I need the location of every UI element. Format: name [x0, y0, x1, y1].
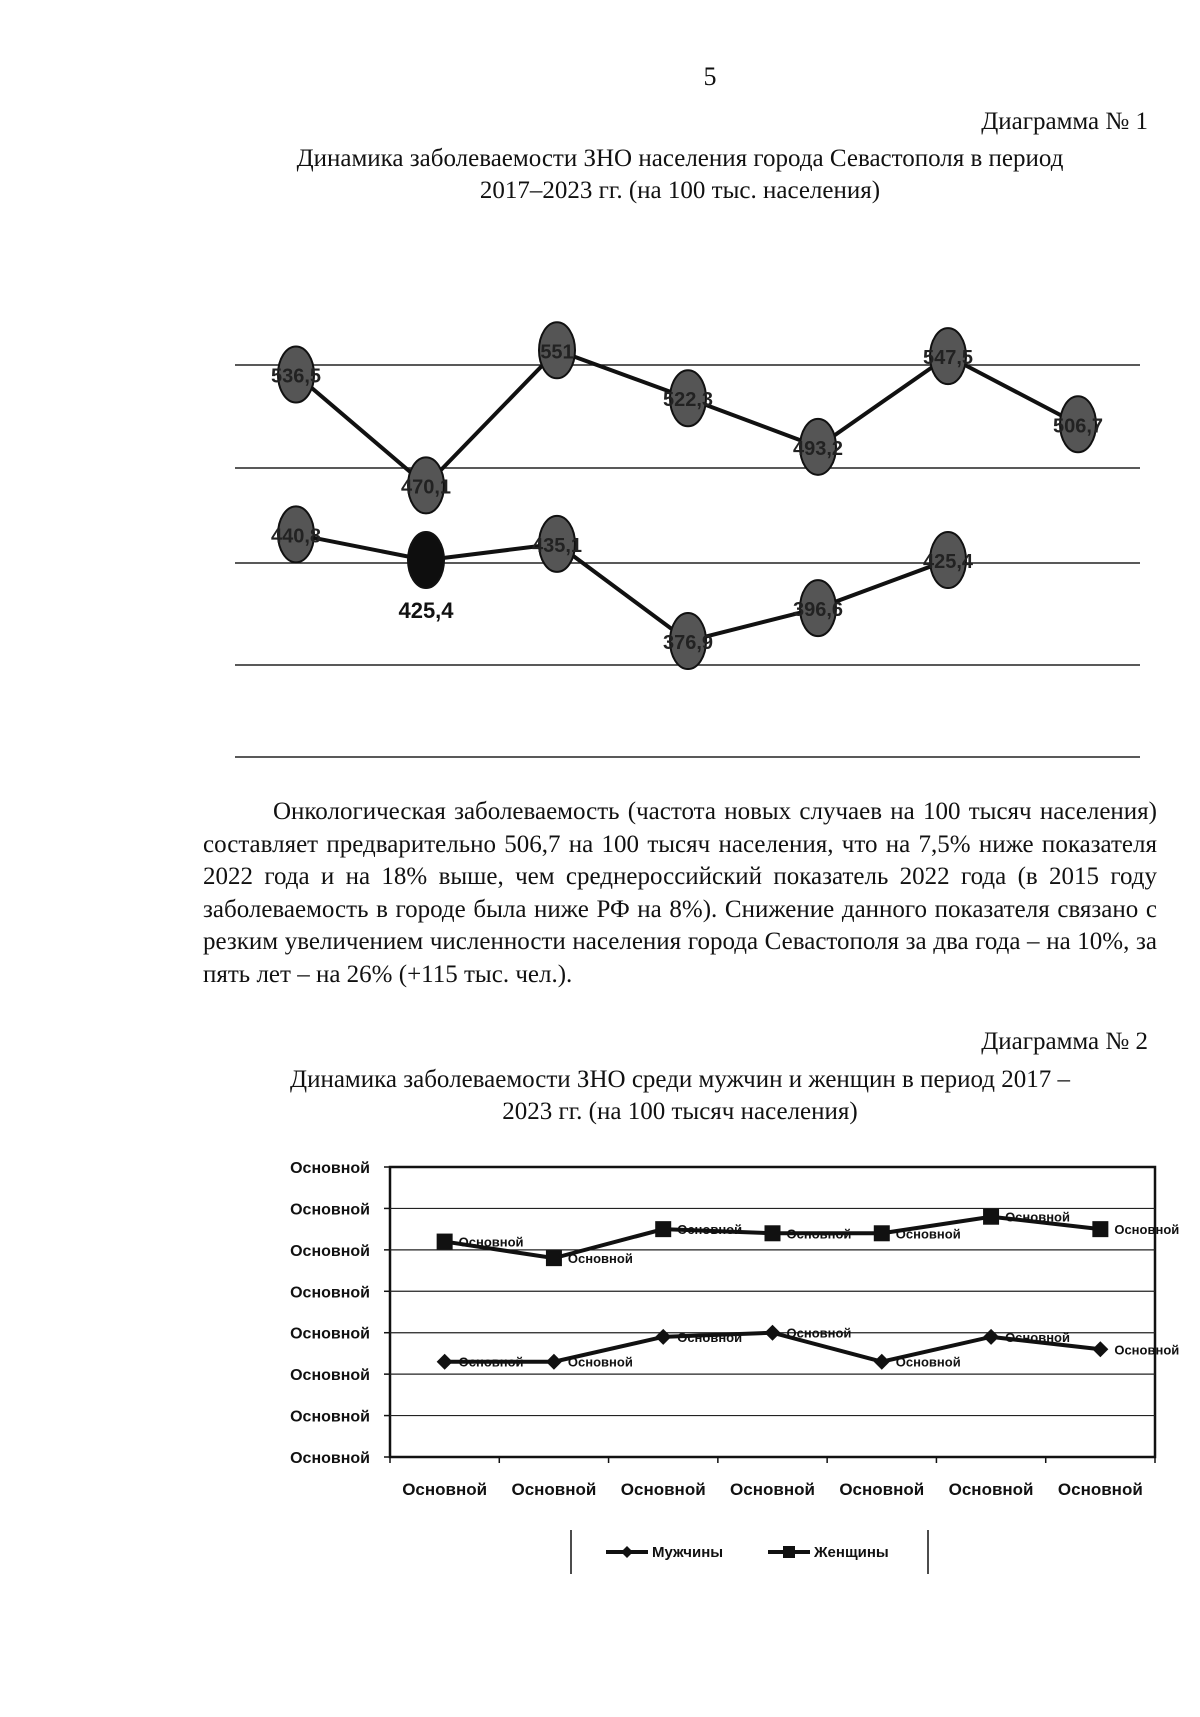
- chart2-square-marker: [437, 1234, 453, 1250]
- chart2-x-tick-label: Основной: [511, 1480, 597, 1499]
- chart2-y-tick-label: Основной: [290, 1242, 370, 1260]
- diagram1-caption: Диаграмма № 1: [981, 108, 1148, 135]
- chart2-diamond-marker: [1092, 1341, 1108, 1357]
- chart2-data-label: Основной: [567, 1251, 633, 1267]
- chart2-square-marker: [983, 1209, 999, 1225]
- chart2-data-label: Основной: [567, 1354, 633, 1370]
- chart1-data-label: 506,7: [1052, 415, 1104, 438]
- chart2-square-marker: [1092, 1221, 1108, 1237]
- chart1-data-label: 425,4: [922, 551, 974, 574]
- chart2-data-label: Основной: [458, 1354, 524, 1370]
- chart2-x-tick-label: Основной: [948, 1480, 1034, 1499]
- chart2-data-label: Основной: [1114, 1222, 1180, 1238]
- chart1-series-line: [296, 534, 948, 641]
- chart1-data-label: 396,6: [792, 599, 844, 622]
- chart1-data-label: 425,4: [398, 598, 454, 624]
- chart1-data-label: 547,5: [922, 347, 974, 370]
- chart2-diamond-marker: [655, 1329, 671, 1345]
- chart2-data-label: Основной: [677, 1222, 743, 1238]
- chart1-data-label: 376,9: [662, 632, 714, 655]
- diagram1-title-line2: 2017–2023 гг. (на 100 тыс. населения): [479, 177, 881, 204]
- chart2-x-tick-label: Основной: [839, 1480, 925, 1499]
- chart2-data-label: Основной: [786, 1226, 852, 1242]
- chart2-diamond-marker: [546, 1354, 562, 1370]
- chart2-data-label: Основной: [895, 1354, 961, 1370]
- chart1-data-label: 522,3: [662, 389, 714, 412]
- chart2-diamond-marker: [765, 1325, 781, 1341]
- chart2-data-label: Основной: [677, 1329, 743, 1345]
- chart2-square-marker: [765, 1225, 781, 1241]
- chart2-data-label: Основной: [786, 1325, 852, 1341]
- chart2-data-label: Основной: [1114, 1342, 1180, 1358]
- chart2-diamond-marker: [983, 1329, 999, 1345]
- chart1-data-label: 493,2: [792, 437, 844, 460]
- chart2-y-tick-label: Основной: [290, 1408, 370, 1426]
- diagram2-title-line1: Динамика заболеваемости ЗНО среди мужчин и женщин в период 2017 –: [290, 1066, 1070, 1093]
- chart1-data-label: 440,8: [270, 525, 322, 548]
- diagram2-chart: [0, 1140, 1200, 1580]
- chart2-y-tick-label: Основной: [290, 1160, 370, 1177]
- body-paragraph: [203, 796, 1157, 991]
- chart1-data-label: 470,1: [400, 476, 452, 499]
- diagram2-caption: Диаграмма № 2: [981, 1028, 1148, 1055]
- chart2-x-tick-label: Основной: [402, 1480, 488, 1499]
- chart2-legend-label: Женщины: [814, 1544, 889, 1561]
- page-number: 5: [703, 62, 717, 91]
- diagram1-title-line1: Динамика заболеваемости ЗНО населения города Севастополя в период: [296, 145, 1064, 172]
- chart2-square-marker: [546, 1250, 562, 1266]
- chart1-data-label: 435,1: [531, 534, 583, 557]
- body-paragraph-text: Онкологическая заболеваемость (частота новых случаев на 100 тысяч населения) составляет предварительно 506,7 на 100 тысяч населения, что на 7,5% ниже показателя 2022 года и на 18% выше, чем среднероссийский показатель 2022 года (в 2015 году заболеваемость в городе была ниже РФ на 8%). Снижение данного показателя связано с резким увеличением численности населения города Севастополя за два года – на 10%, за пять лет – на 26% (+115 тыс. чел.).: [203, 798, 1157, 988]
- chart2-y-tick-label: Основной: [290, 1325, 370, 1343]
- chart2-legend-square-marker: [783, 1546, 795, 1558]
- chart2-diamond-marker: [874, 1354, 890, 1370]
- chart2-legend-label: Мужчины: [652, 1544, 724, 1561]
- chart2-square-marker: [655, 1221, 671, 1237]
- chart2-x-tick-label: Основной: [1057, 1480, 1143, 1499]
- chart2-square-marker: [874, 1225, 890, 1241]
- chart2-diamond-marker: [437, 1354, 453, 1370]
- chart2-y-tick-label: Основной: [290, 1284, 370, 1302]
- diagram2-title: [200, 1064, 1160, 1128]
- chart2-data-label: Основной: [458, 1234, 524, 1250]
- chart2-x-tick-label: Основной: [730, 1480, 815, 1499]
- chart1-data-label: 551: [540, 341, 574, 364]
- chart1-point-marker: [408, 532, 444, 588]
- chart2-x-tick-label: Основной: [620, 1480, 706, 1499]
- chart2-y-tick-label: Основной: [290, 1450, 370, 1467]
- chart1-data-label: 536,5: [270, 365, 322, 388]
- chart2-data-label: Основной: [895, 1226, 961, 1242]
- chart2-y-tick-label: Основной: [290, 1201, 370, 1219]
- diagram1-chart: [0, 0, 1200, 780]
- chart2-y-tick-label: Основной: [290, 1367, 370, 1385]
- chart2-data-label: Основной: [1005, 1329, 1070, 1345]
- chart2-data-label: Основной: [1005, 1209, 1070, 1225]
- diagram2-title-line2: 2023 гг. (на 100 тысяч населения): [502, 1098, 858, 1125]
- chart2-legend-diamond-marker: [621, 1546, 633, 1558]
